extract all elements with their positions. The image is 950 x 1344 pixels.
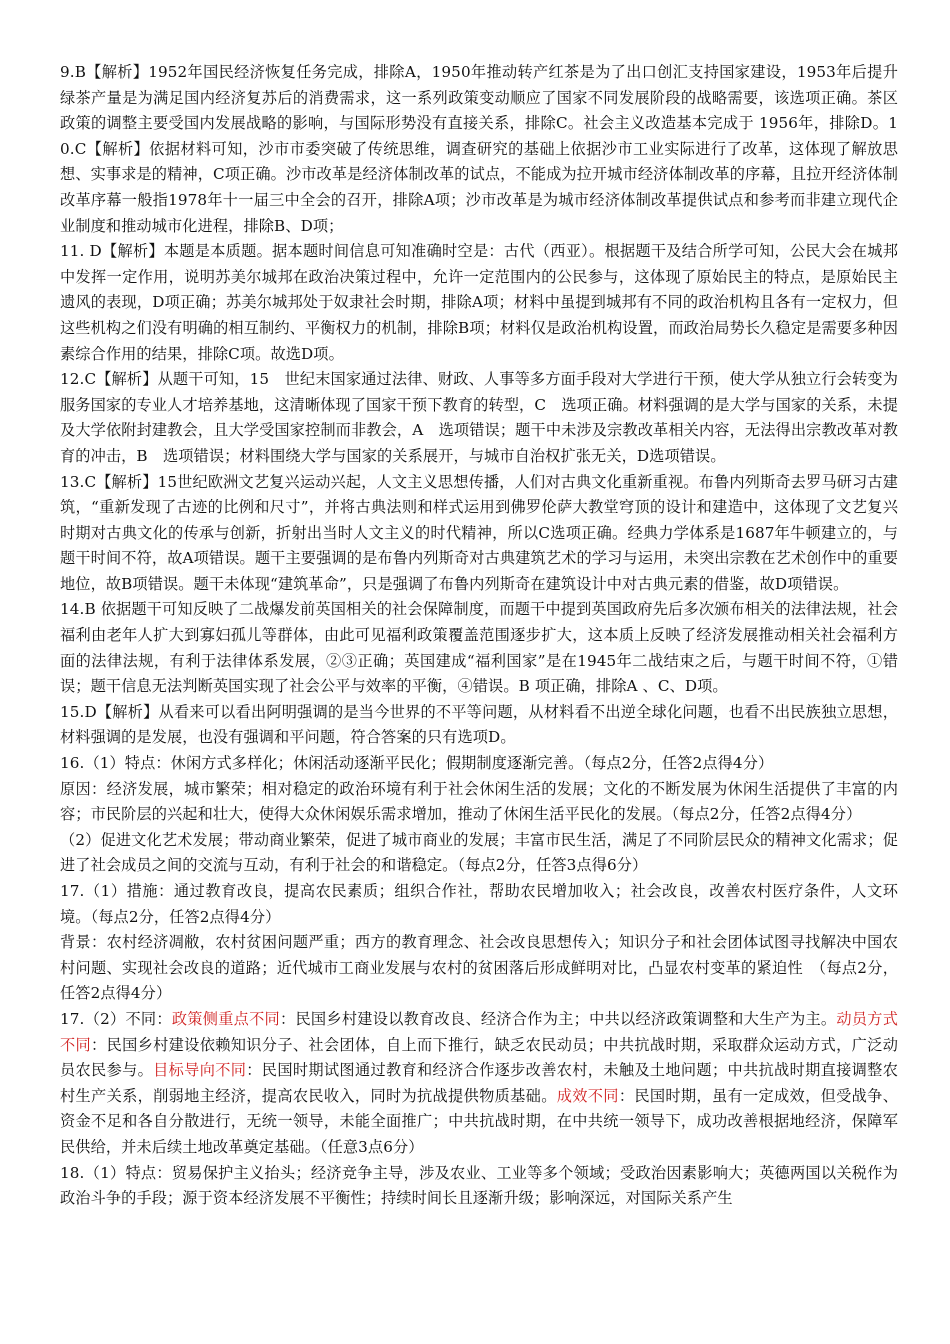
paragraph-text: ：民国时期，虽有一定成效，但受战争、资金不足和各自分散进行，无统一领导，未能全面推广；中共抗战时期，在中共统一领导下，成功改善根据地经济，保障军民供给，并未后续土地改革奠定基础。（任意3点6分） xyxy=(60,1086,898,1156)
paragraph-text: 16.（1）特点：休闲方式多样化；休闲活动逐渐平民化；假期制度逐渐完善。（每点2分，任答2点得4分） xyxy=(60,754,774,773)
paragraph-text: 13.C【解析】15世纪欧洲文艺复兴运动兴起，人文主义思想传播，人们对古典文化重新重视。布鲁内列斯奇去罗马研习古建筑，“重新发现了古迹的比例和尺寸”，并将古典法则和样式运用到佛罗伦萨大教堂穹顶的设计和建造中，这体现了文艺复兴时期对古典文化的传承与创新，折射出当时人文主义的时代精神，所以C选项正确。经典力学体系是1687年牛顿建立的，与题干时间不符，故A项错误。题干主要强调的是布鲁内列斯奇对古典建筑艺术的学习与运用，未突出宗教在艺术创作中的重要地位，故B项错误。题干未体现“建筑革命”，只是强调了布鲁内列斯奇在建筑设计中对古典元素的借鉴，故D项错误。 xyxy=(60,472,898,593)
answer-paragraph xyxy=(60,828,898,879)
highlighted-keyword: 动员方式不同 xyxy=(60,1009,899,1054)
answer-paragraph xyxy=(60,777,898,828)
paragraph-text: ：民国时期试图通过教育和经济合作逐步改善农村，未触及土地问题；中共抗战时期直接调整农村生产关系，削弱地主经济，提高农民收入，同时为抗战提供物质基础。 xyxy=(60,1061,898,1105)
paragraph-text: 14.B 依据题干可知反映了二战爆发前英国相关的社会保障制度，而题干中提到英国政府先后多次颁布相关的法律法规，社会福利由老年人扩大到寡妇孤儿等群体，由此可见福利政策覆盖范围逐步扩大，这本质上反映了经济发展推动相关社会福利方面的法律法规，有利于法律体系发展，②③正确；英国建成“福利国家”是在1945年二战结束之后，与题干时间不符，①错误；题干信息无法判断英国实现了社会公平与效率的平衡，④错误。B 项正确，排除A 、C、D项。 xyxy=(60,600,898,696)
answer-paragraph xyxy=(60,751,898,777)
paragraph-text: 背景：农村经济凋敝，农村贫困问题严重；西方的教育理念、社会改良思想传入；知识分子和社会团体试图寻找解决中国农村问题、实现社会改良的道路；近代城市工商业发展与农村的贫困落后形成鲜明对比，凸显农村变革的紧迫性 （每点2分，任答2点得4分） xyxy=(60,933,898,1003)
highlighted-keyword: 成效不同 xyxy=(556,1086,619,1105)
highlighted-keyword: 政策侧重点不同 xyxy=(171,1009,281,1028)
answer-paragraph xyxy=(60,1007,898,1161)
paragraph-text: 原因：经济发展，城市繁荣；相对稳定的政治环境有利于社会休闲生活的发展；文化的不断发展为休闲生活提供了丰富的内容；市民阶层的兴起和壮大，使得大众休闲娱乐需求增加，推动了休闲生活平民化的发展。（每点2分，任答2点得4分） xyxy=(60,779,898,824)
paragraph-text: ：民国乡村建设以教育改良、经济合作为主；中共以经济政策调整和大生产为主。 xyxy=(280,1009,837,1028)
answer-paragraph xyxy=(60,239,898,367)
answer-paragraph xyxy=(60,700,898,751)
paragraph-text: 15.D【解析】从看来可以看出阿明强调的是当今世界的不平等问题，从材料看不出逆全球化问题，也看不出民族独立思想，材料强调的是发展，也没有强调和平问题，符合答案的只有选项D。 xyxy=(60,702,898,747)
highlighted-keyword: 目标导向不同 xyxy=(153,1061,247,1080)
answer-paragraph xyxy=(60,597,898,699)
answer-paragraph xyxy=(60,470,898,598)
paragraph-text: 17.（1）措施：通过教育改良，提高农民素质；组织合作社，帮助农民增加收入；社会改良，改善农村医疗条件，人文环境。（每点2分，任答2点得4分） xyxy=(60,882,898,926)
answer-paragraph xyxy=(60,367,898,469)
answer-paragraph xyxy=(60,60,898,239)
paragraph-text: （2）促进文化艺术发展；带动商业繁荣，促进了城市商业的发展；丰富市民生活，满足了不同阶层民众的精神文化需求；促进了社会成员之间的交流与互动，有利于社会的和谐稳定。（每点2分，任答3点得6分） xyxy=(60,830,898,875)
paragraph-text: 12.C【解析】从题干可知，15 世纪末国家通过法律、财政、人事等多方面手段对大学进行干预，使大学从独立行会转变为服务国家的专业人才培养基地，这清晰体现了国家干预下教育的转型，C 选项正确。材料强调的是大学与国家的关系，未提及大学依附封建教会，且大学受国家控制而非教会，A 选项错误；题干中未涉及宗教改革相关内容，无法得出宗教改革对教育的冲击，B 选项错误；材料围绕大学与国家的关系展开，与城市自治权扩张无关，D选项错误。 xyxy=(60,370,898,465)
paragraph-text: 11. D【解析】本题是本质题。据本题时间信息可知准确时空是：古代（西亚）。根据题干及结合所学可知，公民大会在城邦中发挥一定作用，说明苏美尔城邦在政治决策过程中，允许一定范围内的公民参与，这体现了原始民主的特点，是原始民主遗风的表现，D项正确；苏美尔城邦处于奴隶社会时期，排除A项；材料中虽提到城邦有不同的政治机构且各有一定权力，但这些机构之们没有明确的相互制约、平衡权力的机制，排除B项；材料仅是政治机构设置，而政治局势长久稳定是需要多种因素综合作用的结果，排除C项。故选D项。 xyxy=(60,242,898,363)
paragraph-text: ：民国乡村建设依赖知识分子、社会团体，自上而下推行，缺乏农民动员；中共抗战时期，采取群众运动方式，广泛动员农民参与。 xyxy=(60,1035,898,1080)
answer-paragraph xyxy=(60,930,898,1007)
answer-paragraph xyxy=(60,879,898,930)
answer-paragraph xyxy=(60,1161,898,1212)
paragraph-text: 18.（1）特点：贸易保护主义抬头；经济竞争主导，涉及农业、工业等多个领域；受政治因素影响大；英德两国以关税作为政治斗争的手段；源于资本经济发展不平衡性；持续时间长且逐渐升级；影响深远，对国际关系产生 xyxy=(60,1163,898,1208)
paragraph-text: 9.B【解析】1952年国民经济恢复任务完成，排除A，1950年推动转产红茶是为了出口创汇支持国家建设，1953年后提升绿茶产量是为满足国内经济复苏后的消费需求，这一系列政策变动顺应了国家不同发展阶段的战略需要，该选项正确。茶区政策的调整主要受国内发展战略的影响，与国际形势没有直接关系，排除C。社会主义改造基本完成于 1956年，排除D。10.C【解析】依据材料可知，沙市市委突破了传统思维，调查研究的基础上依据沙市工业实际进行了改革，这体现了解放思想、实事求是的精神，C项正确。沙市改革是经济体制改革的试点，不能成为拉开城市经济体制改革的序幕，且拉开经济体制改革序幕一般指1978年十一届三中全会的召开，排除A项；沙市改革是为城市经济体制改革提供试点和参考而非建立现代企业制度和推动城市化进程，排除B、D项； xyxy=(60,63,898,235)
paragraph-text: 17.（2）不同： xyxy=(60,1009,172,1028)
